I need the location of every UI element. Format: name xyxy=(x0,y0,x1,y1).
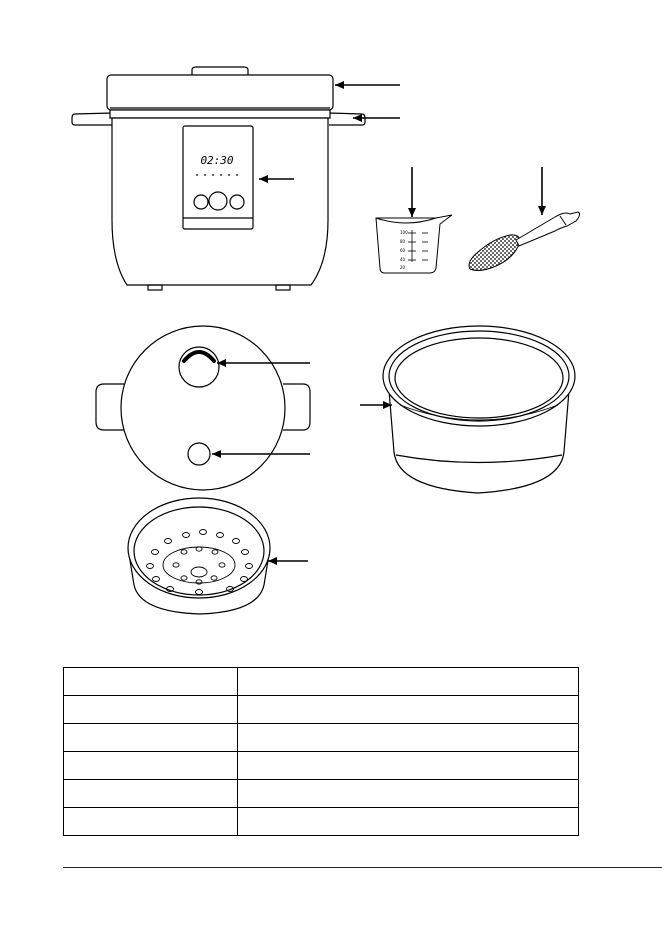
part-number-cell xyxy=(64,724,238,752)
part-name-cell xyxy=(238,780,579,808)
display-time: 02:30 xyxy=(200,154,234,167)
table-row xyxy=(64,780,579,808)
lid-valve xyxy=(188,443,210,465)
table-row xyxy=(64,808,579,836)
part-number-cell xyxy=(64,752,238,780)
outer-lid xyxy=(107,75,333,110)
part-name-cell xyxy=(238,752,579,780)
table-row xyxy=(64,724,579,752)
parts-table xyxy=(63,667,579,836)
table-row xyxy=(64,696,579,724)
cooker-body xyxy=(112,118,328,285)
cup-mark-2: 80 xyxy=(400,239,406,244)
lid-left-tab xyxy=(96,384,124,430)
part-number-cell xyxy=(64,668,238,696)
cup-mark-5: 20 xyxy=(400,265,406,270)
lid-top-view xyxy=(96,326,310,490)
lid-right-tab xyxy=(283,384,310,430)
rice-cooker-main-unit xyxy=(72,67,365,290)
part-name-cell xyxy=(238,668,579,696)
part-number-cell xyxy=(64,780,238,808)
part-name-cell xyxy=(238,724,579,752)
cup-mark-1: 100 xyxy=(400,230,408,235)
steamer-basket xyxy=(128,498,270,614)
cup-mark-4: 40 xyxy=(400,257,406,262)
part-name-cell xyxy=(238,696,579,724)
part-name-cell xyxy=(238,808,579,836)
right-handle xyxy=(329,113,365,125)
footer-divider xyxy=(63,867,662,868)
part-number-cell xyxy=(64,696,238,724)
inner-pot xyxy=(383,326,575,493)
left-handle xyxy=(72,113,112,125)
measuring-cup xyxy=(376,215,452,273)
table-row xyxy=(64,752,579,780)
cup-mark-3: 60 xyxy=(400,248,406,253)
rice-spoon xyxy=(469,212,580,270)
table-row xyxy=(64,668,579,696)
part-number-cell xyxy=(64,808,238,836)
